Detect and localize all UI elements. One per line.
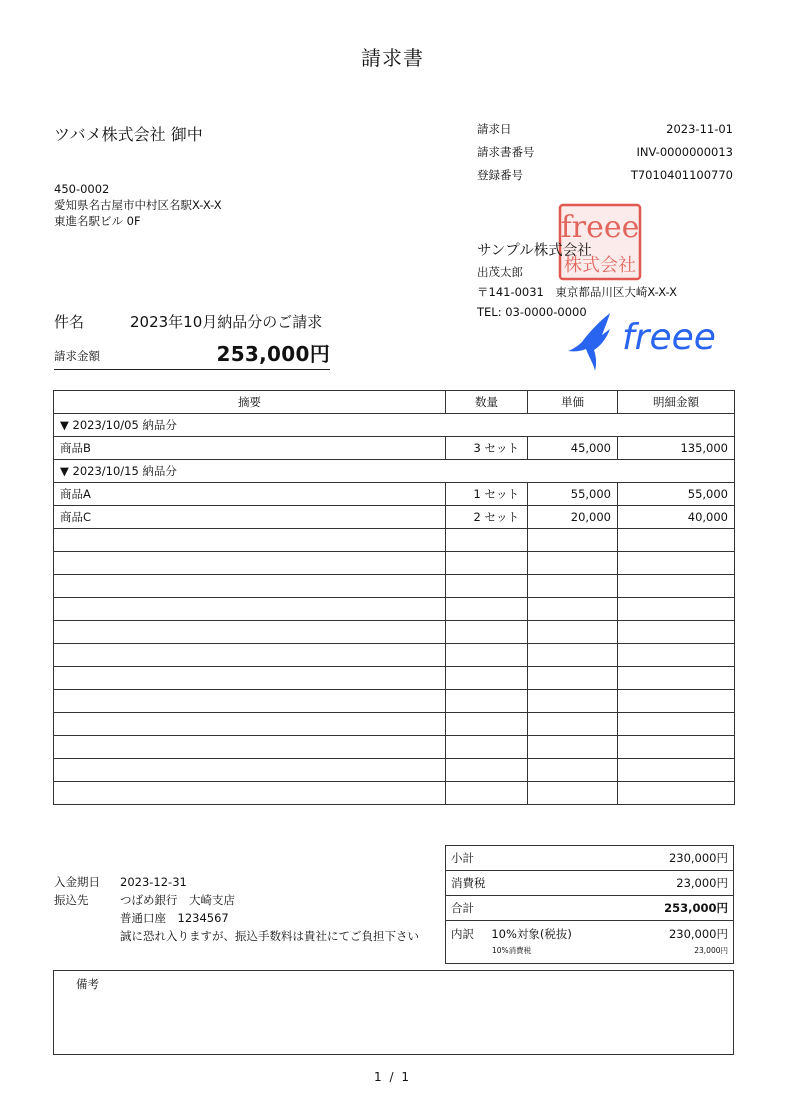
amount-label: 請求金額 xyxy=(54,349,100,363)
tax-breakdown xyxy=(446,923,733,963)
table-row xyxy=(54,483,735,506)
due-date-value: 2023-12-31 xyxy=(120,875,187,889)
sender-person: 出茂太郎 xyxy=(477,265,523,279)
header-quantity: 数量 xyxy=(446,391,528,414)
empty-row xyxy=(54,667,735,690)
item-name: 商品B xyxy=(54,437,446,460)
tax-value: 23,000円 xyxy=(676,876,728,890)
recipient-address-line2: 東進名駅ビル 0F xyxy=(54,214,141,228)
header-amount: 明細金額 xyxy=(618,391,735,414)
freee-logo xyxy=(566,309,728,373)
item-name: 商品C xyxy=(54,506,446,529)
meta-row-number xyxy=(477,143,733,166)
breakdown-target-value: 230,000円 xyxy=(668,927,728,941)
transfer-fee-note: 誠に恐れ入りますが、振込手数料は貴社にてご負担下さい xyxy=(120,929,419,943)
table-row xyxy=(54,506,735,529)
empty-row xyxy=(54,575,735,598)
header-unit-price: 単価 xyxy=(528,391,618,414)
table-header-row xyxy=(54,391,735,414)
item-amount: 40,000 xyxy=(618,506,735,529)
meta-value: 2023-11-01 xyxy=(666,122,733,136)
page-indicator: 1 / 1 xyxy=(374,1070,411,1084)
subject-value: 2023年10月納品分のご請求 xyxy=(130,313,323,331)
empty-row xyxy=(54,552,735,575)
empty-row xyxy=(54,782,735,805)
empty-row xyxy=(54,713,735,736)
breakdown-target-label: 10%対象(税抜) xyxy=(491,927,572,941)
seal-text-bottom: 株式会社 xyxy=(564,255,636,276)
recipient-postal: 450-0002 xyxy=(54,182,110,196)
due-date-label: 入金期日 xyxy=(54,875,100,889)
invoice-subject xyxy=(54,311,322,332)
meta-value: T7010401100770 xyxy=(630,168,733,182)
subject-label: 件名 xyxy=(54,313,85,331)
total-row xyxy=(446,896,733,921)
table-row xyxy=(54,437,735,460)
meta-label: 登録番号 xyxy=(477,168,523,182)
line-items-table xyxy=(53,390,735,805)
breakdown-label: 内訳 xyxy=(451,927,474,941)
amount-value: 253,000円 xyxy=(216,342,330,366)
empty-row xyxy=(54,529,735,552)
memo-box xyxy=(53,970,734,1055)
breakdown-tax-label: 10%消費税 xyxy=(492,946,532,955)
bank-name: つばめ銀行 大崎支店 xyxy=(120,893,235,907)
empty-row xyxy=(54,759,735,782)
logo-text: freee xyxy=(622,317,716,358)
empty-row xyxy=(54,644,735,667)
group-label: ▼ 2023/10/15 納品分 xyxy=(54,460,735,483)
meta-row-date xyxy=(477,120,733,143)
subtotal-row xyxy=(446,846,733,871)
subtotal-label: 小計 xyxy=(451,851,474,865)
item-name: 商品A xyxy=(54,483,446,506)
seal-text-top: freee xyxy=(560,210,640,245)
empty-row xyxy=(54,690,735,713)
recipient-address-line1: 愛知県名古屋市中村区名駅X-X-X xyxy=(54,198,222,212)
empty-row xyxy=(54,598,735,621)
invoice-meta xyxy=(477,120,733,189)
item-quantity: 3 セット xyxy=(446,437,528,460)
total-value: 253,000円 xyxy=(664,901,728,915)
meta-label: 請求書番号 xyxy=(477,145,535,159)
recipient-address xyxy=(54,181,222,229)
total-label: 合計 xyxy=(451,901,474,915)
swallow-icon xyxy=(568,313,610,371)
delivery-group-row xyxy=(54,460,735,483)
item-quantity: 2 セット xyxy=(446,506,528,529)
item-unit-price: 55,000 xyxy=(528,483,618,506)
recipient-name: ツバメ株式会社 御中 xyxy=(54,125,203,144)
empty-row xyxy=(54,736,735,759)
breakdown-tax-value: 23,000円 xyxy=(694,946,728,955)
totals-box xyxy=(445,845,734,964)
group-label: ▼ 2023/10/05 納品分 xyxy=(54,414,735,437)
header-description: 摘要 xyxy=(54,391,446,414)
sender-address: 〒141-0031 東京都品川区大崎X-X-X xyxy=(477,285,678,299)
meta-row-registration xyxy=(477,166,733,189)
sender-tel: TEL: 03-0000-0000 xyxy=(477,305,587,319)
payment-info xyxy=(54,873,419,945)
meta-value: INV-0000000013 xyxy=(636,145,733,159)
subtotal-value: 230,000円 xyxy=(668,851,728,865)
item-amount: 135,000 xyxy=(618,437,735,460)
tax-row xyxy=(446,871,733,896)
memo-label: 備考 xyxy=(76,977,99,991)
item-unit-price: 20,000 xyxy=(528,506,618,529)
item-amount: 55,000 xyxy=(618,483,735,506)
bank-account: 普通口座 1234567 xyxy=(120,911,229,925)
delivery-group-row xyxy=(54,414,735,437)
meta-label: 請求日 xyxy=(477,122,512,136)
item-quantity: 1 セット xyxy=(446,483,528,506)
document-title: 請求書 xyxy=(361,46,424,70)
empty-row xyxy=(54,621,735,644)
bank-label: 振込先 xyxy=(54,893,89,907)
tax-label: 消費税 xyxy=(451,876,486,890)
sender-company: サンプル株式会社 xyxy=(477,243,592,259)
item-unit-price: 45,000 xyxy=(528,437,618,460)
invoice-amount xyxy=(54,338,330,370)
